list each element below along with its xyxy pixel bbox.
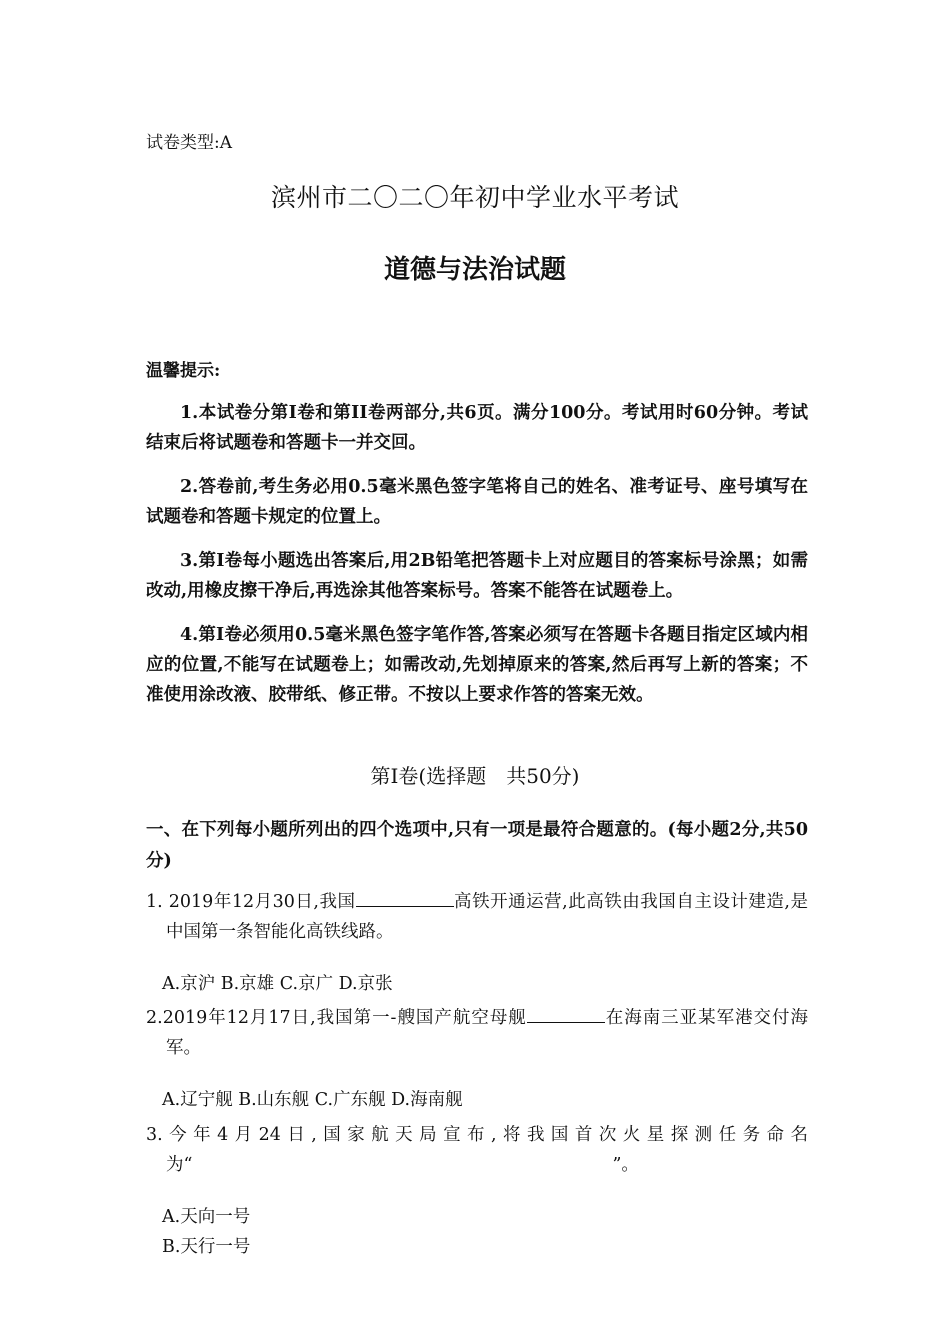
question-3 [146, 1120, 808, 1262]
notice-item: 1.本试卷分第Ⅰ卷和第II卷两部分,共6页。满分100分。考试用时60分钟。考试结束后将试题卷和答题卡一并交回。 [146, 403, 808, 453]
part-instruction: 一、在下列每小题所列出的四个选项中,只有一项是最符合题意的。(每小题2分,共50分) [146, 820, 808, 871]
question-stem [146, 886, 808, 947]
question-options [146, 1202, 808, 1262]
paper-type-label: 试卷类型:A [146, 133, 233, 153]
stem-text-after: 高铁开通运营,此高铁由我国自主设计建造,是中国第一条智能化高铁线路。 [166, 892, 808, 942]
notice-item: 2.答卷前,考生务必用0.5毫米黑色签字笔将自己的姓名、准考证号、座号填写在试题卷和答题卡规定的位置上。 [146, 477, 808, 527]
question-options: A.京沪 B.京雄 C.京广 D.京张 [162, 974, 393, 994]
question-2 [146, 1002, 808, 1115]
stem-text-before: 2.2019年12月17日,我国第一-艘国产航空母舰 [146, 1008, 527, 1028]
question-stem: 3.今年4月24日,国家航天局宣布,将我国首次火星探测任务命名为“ ”。 [146, 1125, 808, 1175]
answer-blank [356, 886, 454, 907]
notice-list [146, 398, 808, 724]
answer-blank [527, 1002, 605, 1023]
subject-title: 道德与法治试题 [383, 255, 566, 285]
stem-text-before: 1. 2019年12月30日,我国 [146, 892, 356, 912]
question-1 [146, 886, 808, 999]
section-title: 第Ⅰ卷(选择题 共50分) [370, 764, 580, 788]
option-b: B.天行一号 [162, 1237, 251, 1257]
notice-item: 3.第Ⅰ卷每小题选出答案后,用2B铅笔把答题卡上对应题目的答案标号涂黑；如需改动,用橡皮擦干净后,再选涂其他答案标号。答案不能答在试题卷上。 [146, 551, 808, 601]
question-options: A.辽宁舰 B.山东舰 C.广东舰 D.海南舰 [162, 1090, 463, 1110]
stem-text-after: 在海南三亚某军港交付海军。 [166, 1008, 809, 1058]
question-stem [146, 1002, 808, 1063]
exam-title: 滨州市二〇二〇年初中学业水平考试 [270, 183, 679, 212]
notice-item: 4.第Ⅰ卷必须用0.5毫米黑色签字笔作答,答案必须写在答题卡各题目指定区域内相应的位置,不能写在试题卷上；如需改动,先划掉原来的答案,然后再写上新的答案；不准使用涂改液、胶带纸、修正带。不按以上要求作答的答案无效。 [146, 625, 808, 705]
notice-heading: 温馨提示: [146, 361, 221, 381]
option-a: A.天向一号 [162, 1207, 251, 1227]
